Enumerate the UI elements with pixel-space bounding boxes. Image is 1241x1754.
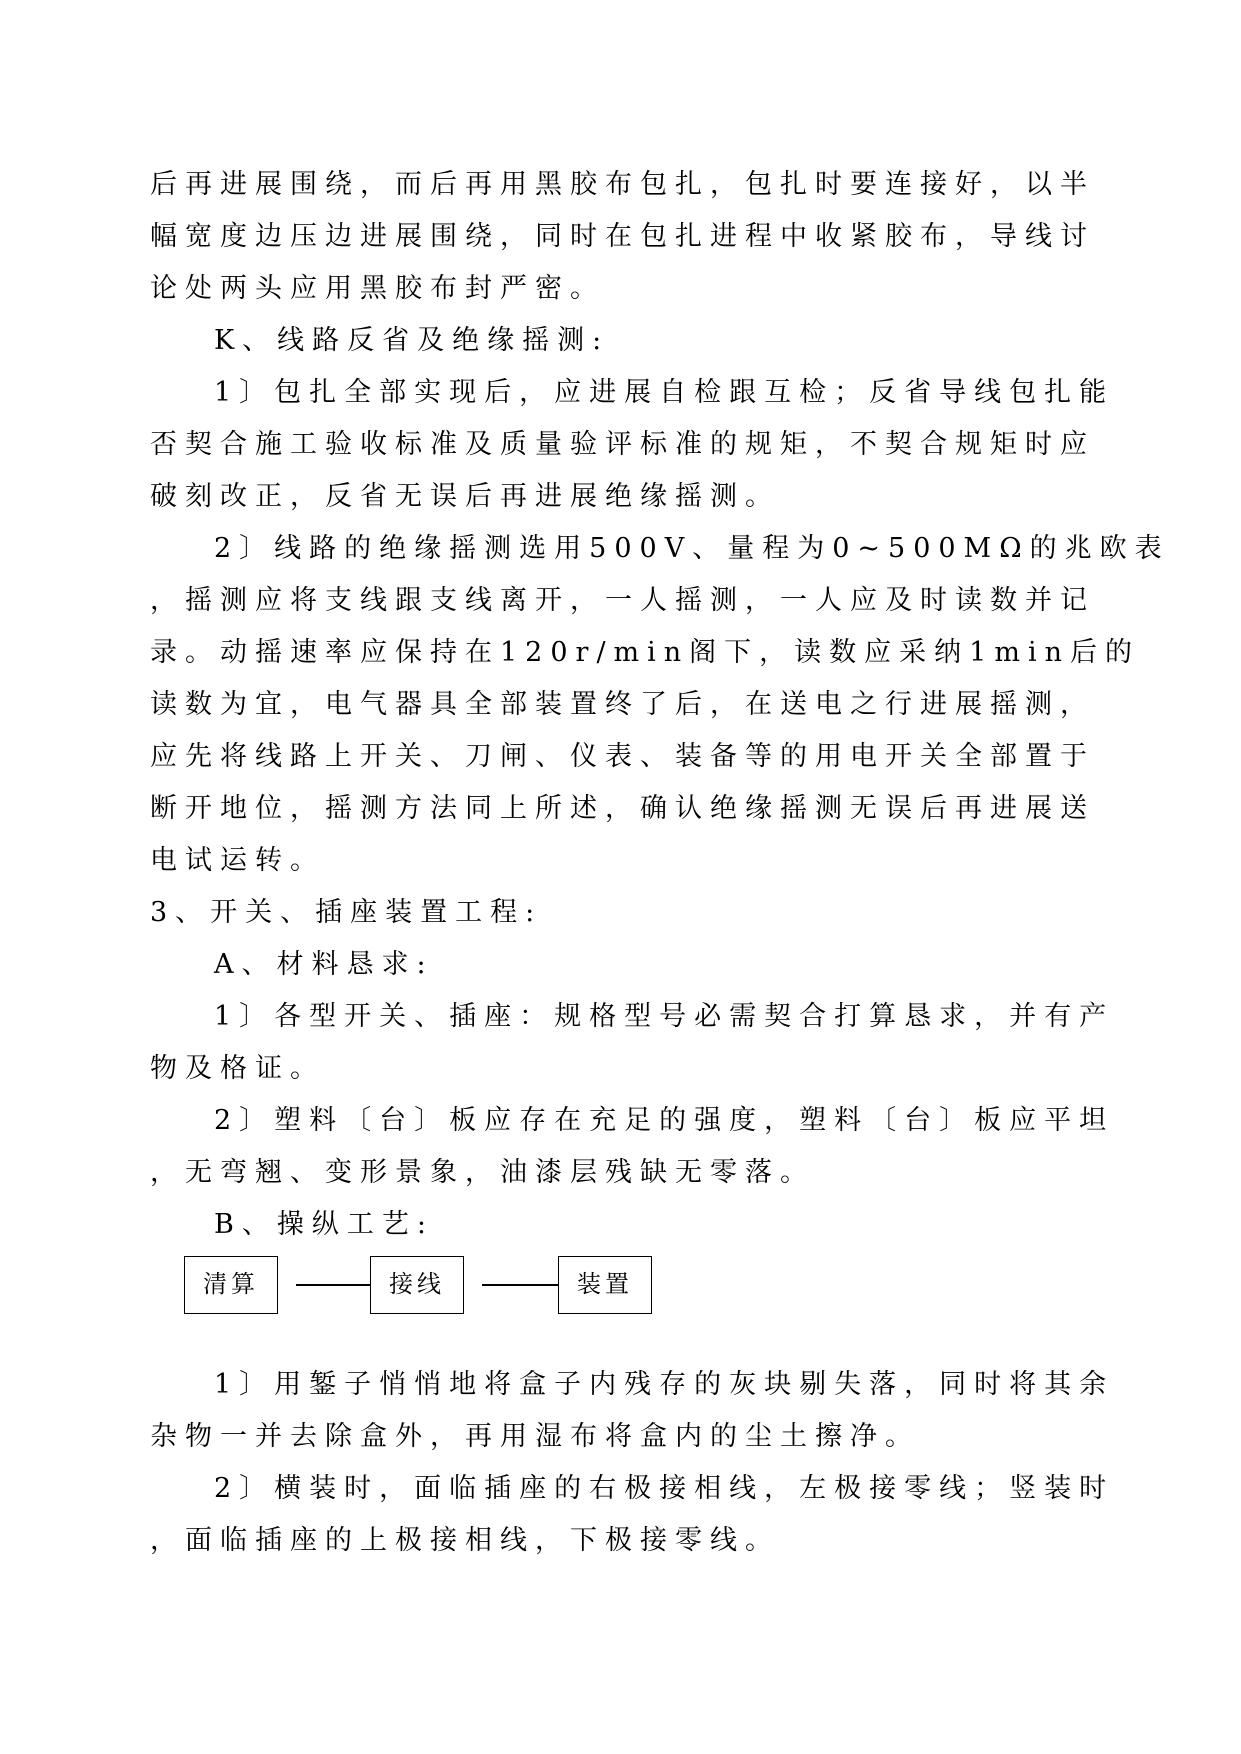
paragraph-line: 杂物一并去除盒外，再用湿布将盒内的尘土擦净。 (150, 1421, 920, 1452)
paragraph-line: 1〕包扎全部实现后，应进展自检跟互检；反省导线包扎能 (214, 377, 1115, 408)
paragraph-line: 应先将线路上开关、刀闸、仪表、装备等的用电开关全部置于 (150, 741, 1095, 772)
subsection-heading: B、操纵工艺: (214, 1209, 434, 1240)
section-heading: 3、开关、插座装置工程: (150, 897, 543, 928)
paragraph-line: ，摇测应将支线跟支线离开，一人摇测，一人应及时读数并记 (150, 585, 1095, 616)
paragraph-line: 读数为宜，电气器具全部装置终了后，在送电之行进展摇测， (150, 689, 1095, 720)
paragraph-line: 断开地位，摇测方法同上所述，确认绝缘摇测无误后再进展送 (150, 793, 1095, 824)
paragraph-line: 论处两头应用黑胶布封严密。 (150, 273, 605, 304)
paragraph-line: 1〕用錾子悄悄地将盒子内残存的灰块剔失落，同时将其余 (214, 1369, 1115, 1400)
subsection-heading: A、材料恳求: (214, 949, 434, 980)
flow-step-install: 装置 (558, 1256, 652, 1314)
paragraph-line: 电试运转。 (150, 845, 325, 876)
flow-step-cleanup: 清算 (184, 1256, 278, 1314)
paragraph-line: 破刻改正，反省无误后再进展绝缘摇测。 (150, 481, 780, 512)
paragraph-line: 录。动摇速率应保持在120r/min阁下，读数应采纳1min后的 (150, 637, 1140, 668)
paragraph-line: 后再进展围绕，而后再用黑胶布包扎，包扎时要连接好，以半 (150, 169, 1095, 200)
paragraph-line: 2〕横装时，面临插座的右极接相线，左极接零线；竖装时 (214, 1473, 1115, 1504)
section-heading: K、线路反省及绝缘摇测: (214, 325, 610, 356)
paragraph-line: 2〕塑料〔台〕板应存在充足的强度，塑料〔台〕板应平坦 (214, 1105, 1115, 1136)
paragraph-line: 2〕线路的绝缘摇测选用500V、量程为0~500MΩ的兆欧表 (214, 533, 1170, 564)
paragraph-line: ，无弯翘、变形景象，油漆层残缺无零落。 (150, 1157, 815, 1188)
paragraph-line: 否契合施工验收标准及质量验评标准的规矩，不契合规矩时应 (150, 429, 1095, 460)
paragraph-line: 幅宽度边压边进展围绕，同时在包扎进程中收紧胶布，导线讨 (150, 221, 1095, 252)
paragraph-line: ，面临插座的上极接相线，下极接零线。 (150, 1525, 780, 1556)
flow-step-wiring: 接线 (370, 1256, 464, 1314)
paragraph-line: 物及格证。 (150, 1053, 325, 1084)
paragraph-line: 1〕各型开关、插座：规格型号必需契合打算恳求，并有产 (214, 1001, 1115, 1032)
